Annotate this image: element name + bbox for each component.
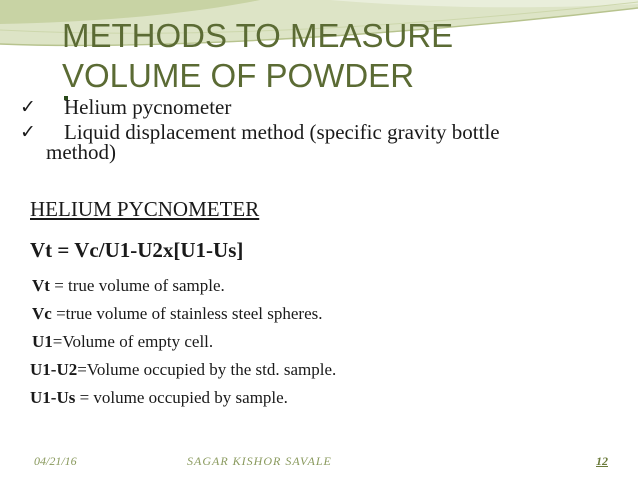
definition-item	[30, 384, 590, 412]
checkmark-icon: ✓	[20, 121, 36, 143]
definition-item	[32, 272, 592, 300]
bullet-item	[0, 121, 620, 164]
bullet-item	[0, 96, 620, 119]
slide-footer	[0, 454, 638, 470]
definition-desc: =true volume of stainless steel spheres.	[51, 304, 323, 323]
bullet-list	[0, 96, 620, 164]
title-line-2: VOLUME OF POWDER	[62, 56, 622, 100]
checkmark-icon: ✓	[20, 96, 36, 118]
page-number: 12	[596, 454, 608, 468]
definition-term: Vc	[32, 304, 52, 323]
definition-term: U1	[32, 332, 53, 351]
bullet-text: Helium pycnometer	[64, 95, 232, 119]
definition-item	[30, 356, 590, 384]
definition-desc: = volume occupied by sample.	[75, 388, 288, 407]
definition-desc: =Volume occupied by the std. sample.	[77, 360, 337, 379]
definition-desc: = true volume of sample.	[49, 276, 225, 295]
definition-term: Vt	[32, 276, 50, 295]
bullet-text-continued: method)	[46, 140, 116, 164]
definition-term: U1-U2	[30, 360, 78, 379]
footer-author: SAGAR KISHOR SAVALE	[187, 454, 332, 468]
definition-item	[32, 300, 592, 328]
definition-list	[32, 272, 592, 412]
section-heading: HELIUM PYCNOMETER	[30, 197, 260, 221]
definition-desc: =Volume of empty cell.	[52, 332, 214, 351]
title-line-1: METHODS TO MEASURE	[62, 17, 454, 54]
definition-item	[32, 328, 592, 356]
slide-title	[62, 16, 622, 100]
definition-term: U1-Us	[30, 388, 76, 407]
bullet-text: Liquid displacement method (specific gravity bottle	[64, 120, 500, 144]
footer-date: 04/21/16	[34, 454, 77, 468]
formula: Vt = Vc/U1-U2x[U1-Us]	[30, 238, 244, 262]
